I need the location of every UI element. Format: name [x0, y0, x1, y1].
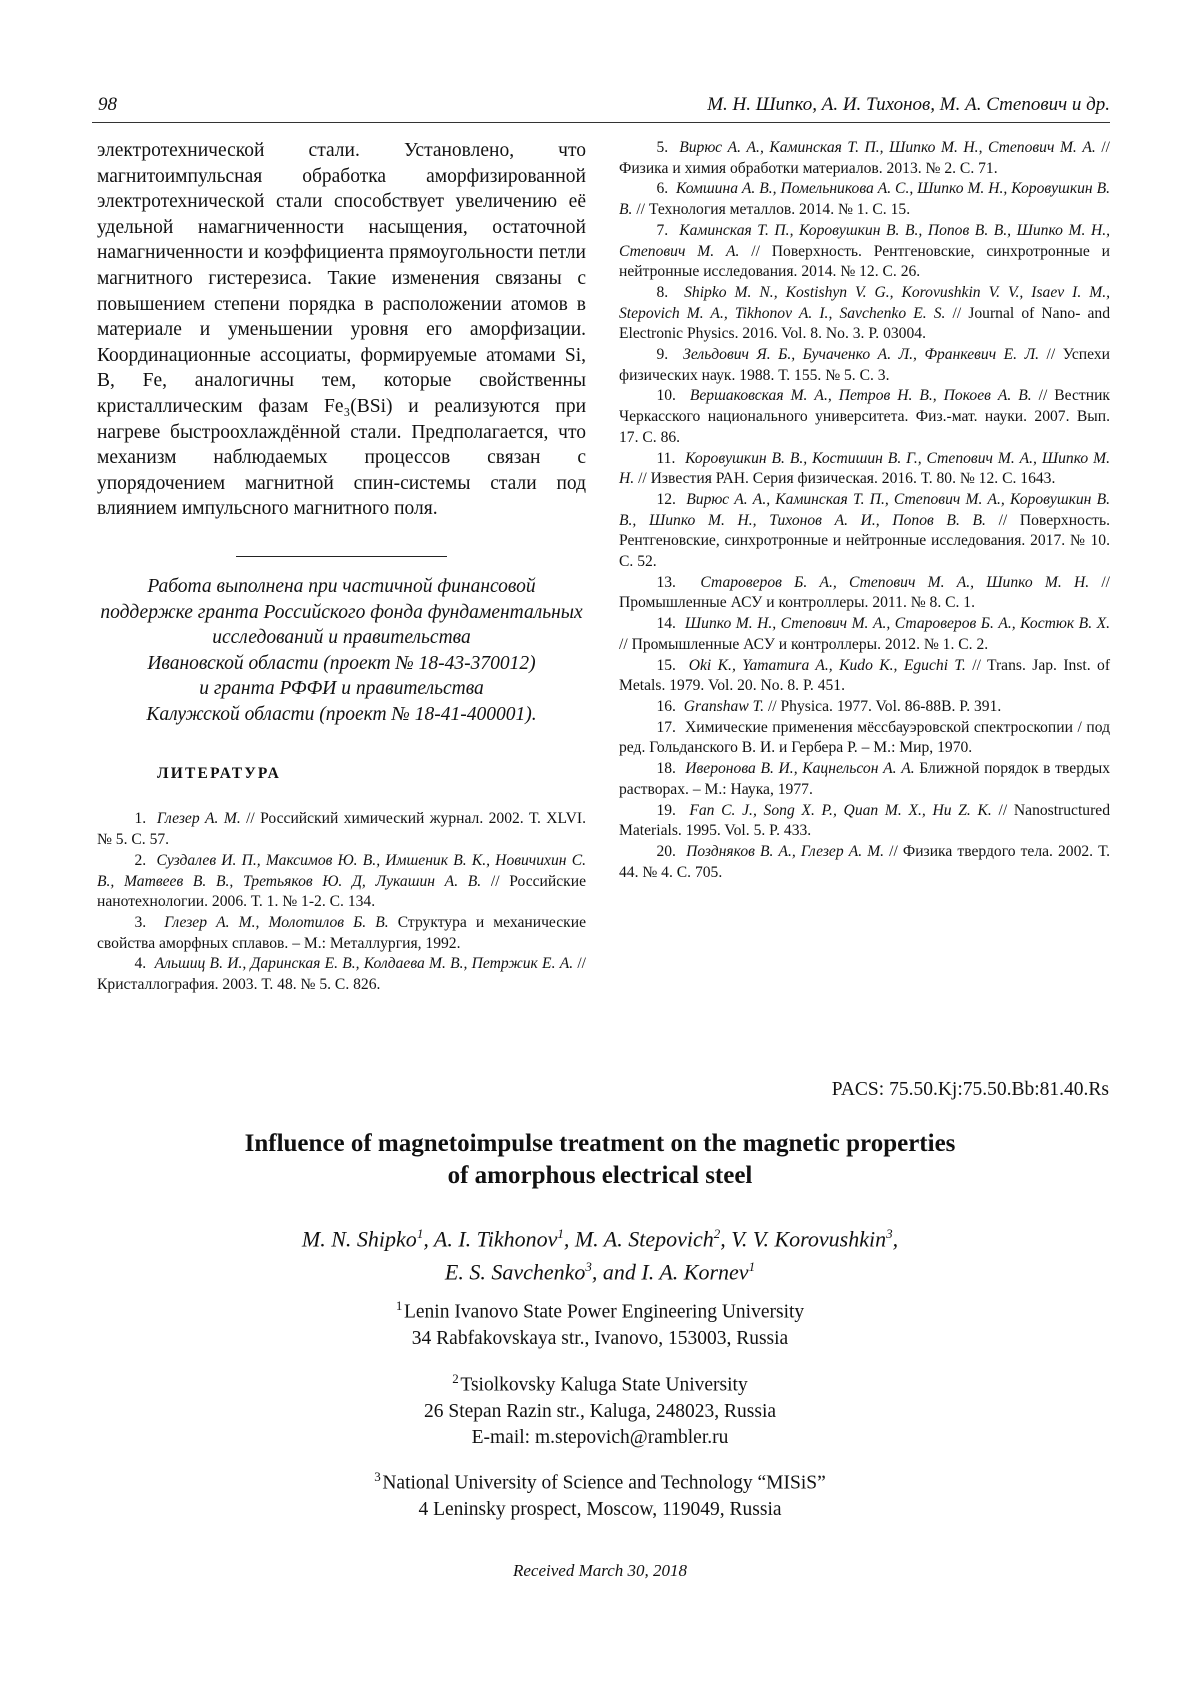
reference-list-left	[97, 809, 586, 995]
literature-heading: ЛИТЕРАТУРА	[157, 765, 281, 783]
reference-item: 20. Поздняков В. А., Глезер А. М. // Физика твердого тела. 2002. Т. 44. № 4. С. 705.	[619, 842, 1111, 881]
reference-item: 4. Альшиц В. И., Даринская Е. В., Колдаева М. В., Петржик Е. А. // Кристаллография. 2003. Т. 48. № 5. С. 826.	[97, 955, 586, 994]
running-header	[92, 92, 1110, 123]
received-date: Received March 30, 2018	[512, 1561, 688, 1580]
reference-item: 16. Granshaw T. // Physica. 1977. Vol. 86-88B. P. 391.	[656, 697, 1002, 715]
author-name: V. V. Korovushkin	[731, 1226, 887, 1252]
affiliation-1: $^1$ Lenin Ivanovo State Power Engineering University 34 Rabfakovskaya str., Ivanovo, 153003, Russia	[395, 1298, 805, 1349]
english-authors: M. N. Shipko$^1$, A. I. Tikhonov$^1$, M. A. Stepovich$^2$, V. V. Korovushkin$^3$, E. S. Savchenko$^3$, and I. A. Kornev$^1$	[301, 1226, 899, 1285]
affiliation-2: $^2$ Tsiolkovsky Kaluga State University 26 Stepan Razin str., Kaluga, 248023, Russia E-mail: m.stepovich@rambler.ru	[150, 1366, 1050, 1451]
author-name: A. I. Tikhonov	[433, 1226, 558, 1252]
reference-item: 7. Каминская Т. П., Коровушкин В. В., Попов В. В., Шипко М. Н., Степович М. А. // Поверхность. Рентгеновские, синхротронные и нейтронные исследования. 2014. № 12. С. 26.	[619, 221, 1111, 281]
reference-item: 14. Шипко М. Н., Степович М. А., Староверов Б. А., Костюк В. Х. // Промышленные АСУ и контроллеры. 2012. № 1. С. 2.	[619, 615, 1110, 653]
reference-item: 18. Иверонова В. И., Кацнельсон А. А. Ближной порядок в твердых растворах. – М.: Наука, 1977.	[619, 760, 1110, 798]
reference-item: 5. Вирюс А. А., Каминская Т. П., Шипко М. Н., Степович М. А. // Физика и химия обработки материалов. 2013. № 2. С. 71.	[619, 139, 1110, 177]
page-number: 98	[98, 94, 117, 115]
reference-item: 8. Shipko M. N., Kostishyn V. G., Korovushkin V. V., Isaev I. M., Stepovich M. A., Tikhonov A. I., Savchenko E. S. // Journal of Nano- and Electronic Physics. 2016. Vol. 8. No. 3. P. 03004.	[619, 283, 1110, 343]
reference-item: 19. Fan C. J., Song X. P., Quan M. X., Hu Z. K. // Nanostructured Materials. 1995. Vol. 5. P. 433.	[619, 801, 1111, 840]
author-name: M. N. Shipko	[301, 1226, 417, 1252]
author-name: M. A. Stepovich	[574, 1226, 714, 1252]
reference-item: 1. Глезер А. М. // Российский химический журнал. 2002. Т. XLVI. № 5. С. 57.	[97, 810, 587, 849]
reference-item: 15. Oki K., Yamamura A., Kudo K., Eguchi T. // Trans. Jap. Inst. of Metals. 1979. Vol. 20. No. 8. P. 451.	[619, 656, 1111, 695]
header-authors: М. Н. Шипко, А. И. Тихонов, М. А. Степович и др.	[707, 94, 1110, 115]
acknowledgment: Работа выполнена при частичной финансовой поддержке гранта Российского фонда фундаментальных исследований и правительства Ивановской области (проект № 18-43-370012) и гранта РФФИ и правительства Калужской области (проект № 18-41-400001).	[100, 575, 583, 725]
pacs-codes: PACS: 75.50.Kj:75.50.Bb:81.40.Rs	[831, 1079, 1109, 1100]
reference-list-right	[619, 138, 1110, 883]
english-title: Influence of magnetoimpulse treatment on the magnetic properties of amorphous electrical steel	[244, 1130, 956, 1189]
reference-item: 11. Коровушкин В. В., Костишин В. Г., Степович М. А., Шипко М. Н. // Известия РАН. Серия физическая. 2016. Т. 80. № 12. С. 1643.	[619, 449, 1110, 488]
contact-email: E-mail: m.stepovich@rambler.ru	[471, 1426, 729, 1448]
body-paragraph: электротехнической стали. Установлено, что магнитоимпульсная обработка аморфизированной электротехнической стали способствует увеличению её удельной намагниченности насыщения, остаточной намагниченности и коэффициента прямоугольности петли магнитного гистерезиса. Такие изменения связаны с повышением степени порядка в расположении атомов в материале и уменьшении уровня его аморфизации. Координационные ассоциаты, формируемые атомами Si, B, Fe, аналогичны тем, которые свойственны кристаллическим фазам Fe₃(BSi) и реализуются при нагреве быстроохлаждённой стали. Предполагается, что механизм наблюдаемых процессов связан с упорядочением магнитной спин-системы стали под влиянием импульсного магнитного поля.	[97, 140, 586, 520]
separator-rule	[236, 556, 447, 557]
reference-item: 12. Вирюс А. А., Каминская Т. П., Степович М. А., Коровушкин В. В., Шипко М. Н., Тихонов А. И., Попов В. В. // Поверхность. Рентгеновские, синхротронные и нейтронные исследования. 2017. № 10. С. 52.	[619, 490, 1110, 571]
reference-item: 2. Суздалев И. П., Максимов Ю. В., Имшеник В. К., Новичихин С. В., Матвеев В. В., Третьяков Ю. Д, Лукашин А. В. // Российские нанотехнологии. 2006. Т. 1. № 1-2. С. 134.	[97, 851, 586, 911]
reference-item: 10. Вершаковская М. А., Петров Н. В., Покоев А. В. // Вестник Черкасского национального университета. Физ.-мат. науки. 2007. Вып. 17. С. 86.	[619, 387, 1110, 446]
reference-item: 6. Комшина А. В., Помельникова А. С., Шипко М. Н., Коровушкин В. В. // Технология металлов. 2014. № 1. С. 15.	[619, 180, 1110, 219]
reference-item: 9. Зельдович Я. Б., Бучаченко А. Л., Франкевич Е. Л. // Успехи физических наук. 1988. Т. 155. № 5. С. 3.	[619, 346, 1110, 384]
author-name: E. S. Savchenko	[444, 1259, 586, 1285]
reference-item: 17. Химические применения мёссбауэровской спектроскопии / под ред. Гольданского В. И. и Гербера Р. – М.: Мир, 1970.	[619, 718, 1111, 757]
left-column	[97, 138, 586, 996]
reference-item: 3. Глезер А. М., Молотилов Б. В. Структура и механические свойства аморфных сплавов. – М.: Металлургия, 1992.	[97, 913, 587, 952]
author-name: and I. A. Kornev	[602, 1259, 749, 1285]
affiliation-3: $^3$ National University of Science and Technology “MISiS” 4 Leninsky prospect, Moscow, 119049, Russia	[374, 1469, 826, 1520]
reference-item: 13. Староверов Б. А., Степович М. А., Шипко М. Н. // Промышленные АСУ и контроллеры. 2011. № 8. С. 1.	[619, 573, 1110, 612]
